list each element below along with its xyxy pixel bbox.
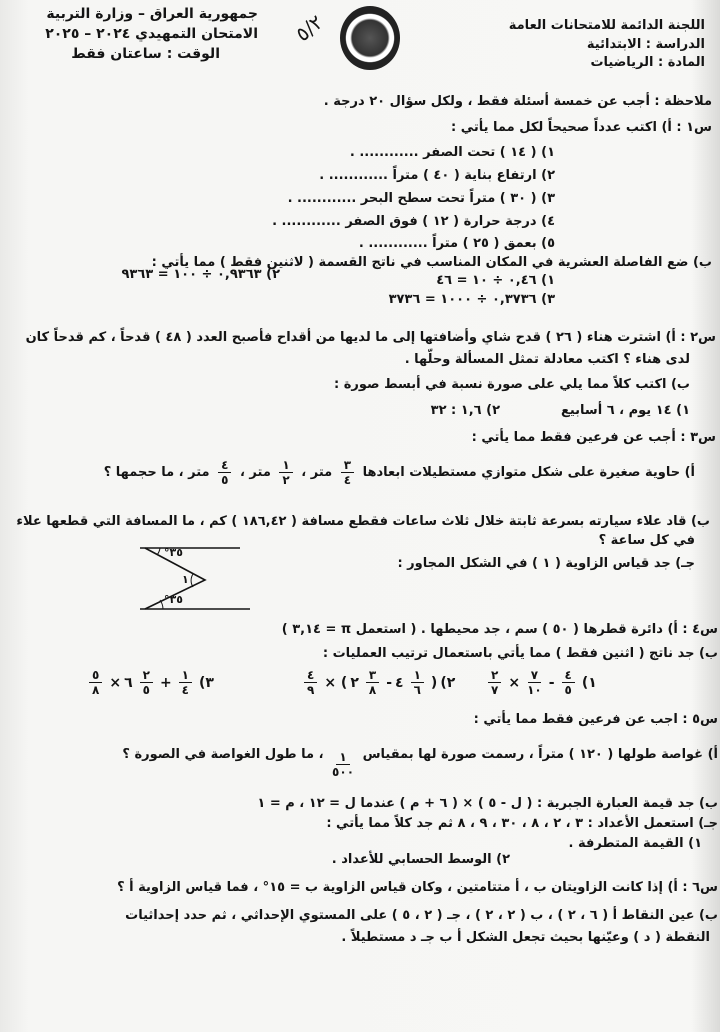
q6-b-line1: ب) عين النقاط أ ( ٦ ، ٢ ) ، ب ( ٢ ، ٢ ) ، جـ ( ٢ ، ٥ ) على المستوي الإحداثي ، ثم حدد إحداثيات <box>125 908 718 923</box>
fraction <box>366 668 379 697</box>
fraction <box>89 668 102 697</box>
q1-item: ٢) ارتفاع بناية ( ٤٠ ) متراً ............ . <box>319 168 555 183</box>
expression-3 <box>85 668 214 697</box>
fraction <box>179 668 192 697</box>
denominator: ١٠ <box>527 683 542 697</box>
expression-1 <box>484 668 597 697</box>
fraction <box>140 668 153 697</box>
unit: متر ، <box>301 465 333 480</box>
q1-item: ٣) ( ٣٠ ) متراً تحت سطح البحر ............ . <box>287 191 555 206</box>
operator: ) <box>430 674 438 691</box>
numerator: ٥ <box>89 668 102 683</box>
item-number: (٢ <box>440 674 456 691</box>
q5-c-item: ٢) الوسط الحسابي للأعداد . <box>331 852 510 867</box>
denominator: ٤ <box>343 473 352 487</box>
angle-top-label: ٣٥° <box>164 546 183 559</box>
angle-bottom-label: ٣٥° <box>164 593 183 606</box>
operator: - <box>548 674 555 691</box>
q3-b-line2: في كل ساعة ؟ <box>598 533 695 548</box>
numerator: ٧ <box>528 668 541 683</box>
operator: × ( <box>324 674 348 691</box>
denominator: ٧ <box>491 683 499 697</box>
expression-2 <box>300 668 455 697</box>
q6-a: س٦ : أ) إذا كانت الزاويتان ب ، أ متتامتين ، وكان قياس الزاوية ب = ١٥° ، فما قياس الزاوية أ ؟ <box>117 880 718 895</box>
denominator: ٥٠٠ <box>332 765 355 779</box>
fraction <box>488 668 501 697</box>
q6-b-line2: النقطة ( د ) وعيّنها بحيث تجعل الشكل أ ب جـ د مستطيلاً . <box>341 930 710 945</box>
exam-title: الامتحان التمهيدي ٢٠٢٤ – ٢٠٢٥ <box>45 26 258 42</box>
item-number: (١ <box>581 674 597 691</box>
fraction <box>527 668 542 697</box>
denominator: ٢ <box>282 473 290 487</box>
numerator: ١ <box>279 458 292 473</box>
country-ministry: جمهورية العراق – وزارة التربية <box>46 6 258 22</box>
q2-b-title: ب) اكتب كلاً مما يلي على صورة نسبة في أبسط صورة : <box>333 377 690 392</box>
q3-title: س٣ : أجب عن فرعين فقط مما يأتي : <box>471 430 716 445</box>
denominator: ٨ <box>368 683 377 697</box>
operator: × <box>109 674 122 691</box>
q5-c-item: ١) القيمة المتطرفة . <box>568 836 702 851</box>
q1-item: ١) ( ١٤ ) تحت الصفر ............ . <box>349 145 555 160</box>
denominator: ٦ <box>413 683 421 697</box>
q5-title: س٥ : اجب عن فرعين فقط مما يأتي : <box>473 712 718 727</box>
q4-b-title: ب) جد ناتج ( اثنين فقط ) مما يأتي باستعمال ترتيب العمليات : <box>322 646 718 661</box>
q1-b-item: ١) ٠,٤٦ ÷ ١٠ = ٤٦ <box>436 273 555 288</box>
q4-a: س٤ : أ) دائرة قطرها ( ٥٠ ) سم ، جد محيطها . ( استعمل π = ٣,١٤ ) <box>281 622 718 637</box>
angle-1-label: ١ <box>182 573 189 586</box>
subject-label: المادة : الرياضيات <box>590 55 705 70</box>
q5-a <box>122 740 718 779</box>
angle-arc <box>157 548 160 555</box>
denominator: ٥ <box>564 683 572 697</box>
whole-number: ٦ <box>124 674 133 691</box>
angle-arc <box>191 574 193 587</box>
operator: - <box>386 674 393 691</box>
q3-a-text: أ) حاوية صغيرة على شكل متوازي مستطيلات ابعادها <box>362 465 695 480</box>
q5-b: ب) جد قيمة العبارة الجبرية : ( ل - ٥ ) × ( ٦ + م ) عندما ل = ١٢ ، م = ١ <box>257 796 718 811</box>
q2-a-line1: س٢ : أ) اشترت هناء ( ٢٦ ) قدح شاي وأضافتها إلى ما لديها من أقداح فأصبح العدد ( ٤٨ ) قدحاً ، كم قدحاً كان <box>25 330 716 345</box>
q3-a-text: متر ، ما حجمها ؟ <box>103 465 210 480</box>
fraction <box>411 668 424 697</box>
q1-b-item: ٣) ٠,٣٧٣٦ ÷ ١٠٠٠ = ٣٧٣٦ <box>388 292 555 307</box>
numerator: ٤ <box>218 458 231 473</box>
operator: × <box>508 674 521 691</box>
scale-fraction <box>332 750 354 779</box>
denominator: ٥ <box>142 683 150 697</box>
q3-c: جـ) جد قياس الزاوية ( ١ ) في الشكل المجاور : <box>397 556 695 571</box>
whole-number: ٢ <box>350 674 359 691</box>
q1-b-item: ٢) ٠,٩٣٦٣ ÷ ١٠٠ = ٩٣٦٣ <box>121 267 280 282</box>
operator: + <box>159 674 172 691</box>
q2-b-item: ٢) ١,٦ : ٣٢ <box>430 403 500 418</box>
fraction <box>562 668 575 697</box>
numerator: ٢ <box>488 668 501 683</box>
numerator: ٤ <box>562 668 575 683</box>
q1-item: ٥) بعمق ( ٢٥ ) متراً ............ . <box>358 236 555 251</box>
committee-name: اللجنة الدائمة للامتحانات العامة <box>508 18 705 33</box>
item-number: (٣ <box>199 674 214 691</box>
fraction <box>304 668 317 697</box>
numerator: ١ <box>179 668 192 683</box>
numerator: ٣ <box>341 458 354 473</box>
handwritten-annotation: ٥/٢ <box>290 9 328 47</box>
q3-b-line1: ب) قاد علاء سيارته بسرعة ثابتة خلال ثلاث ساعات فقطع مسافة ( ١٨٦,٤٢ ) كم ، ما المسافة التي قطعها علاء <box>16 514 710 529</box>
denominator: ٩ <box>307 683 315 697</box>
stage-label: الدراسة : الابتدائية <box>586 37 705 52</box>
q5-a-text: ، ما طول الغواصة في الصورة ؟ <box>122 747 324 762</box>
q5-c: جـ) استعمل الأعداد : ٣ ، ٢ ، ٨ ، ٣٠ ، ٩ ، ٨ ثم جد كلاً مما يأتي : <box>326 816 718 831</box>
denominator: ٤ <box>181 683 189 697</box>
q1-item: ٤) درجة حرارة ( ١٢ ) فوق الصفر ............ . <box>272 214 555 229</box>
q1-b-title: ب) ضع الفاصلة العشرية في المكان المناسب في ناتج القسمة ( لاثنين فقط ) مما يأتي : <box>151 255 712 270</box>
numerator: ١ <box>411 668 424 683</box>
numerator: ٤ <box>304 668 317 683</box>
q5-a-text: أ) غواصة طولها ( ١٢٠ ) متراً ، رسمت صورة لها بمقياس <box>362 747 718 762</box>
numerator: ٣ <box>366 668 379 683</box>
q2-a-line2: لدى هناء ؟ اكتب معادلة تمثل المسألة وحلّها . <box>404 352 690 367</box>
denominator: ٨ <box>92 683 100 697</box>
numerator: ١ <box>336 750 349 765</box>
exam-time: الوقت : ساعتان فقط <box>71 46 220 62</box>
q1-a-title: س١ : أ) اكتب عدداً صحيحاً لكل مما يأتي : <box>451 120 712 135</box>
q2-b-item: ١) ١٤ يوم ، ٦ أسابيع <box>560 403 690 418</box>
numerator: ٢ <box>140 668 153 683</box>
denominator: ٥ <box>221 473 229 487</box>
unit: متر ، <box>239 465 271 480</box>
whole-number: ٤ <box>395 674 404 691</box>
exam-note: ملاحظة : أجب عن خمسة أسئلة فقط ، ولكل سؤال ٢٠ درجة . <box>323 94 712 109</box>
